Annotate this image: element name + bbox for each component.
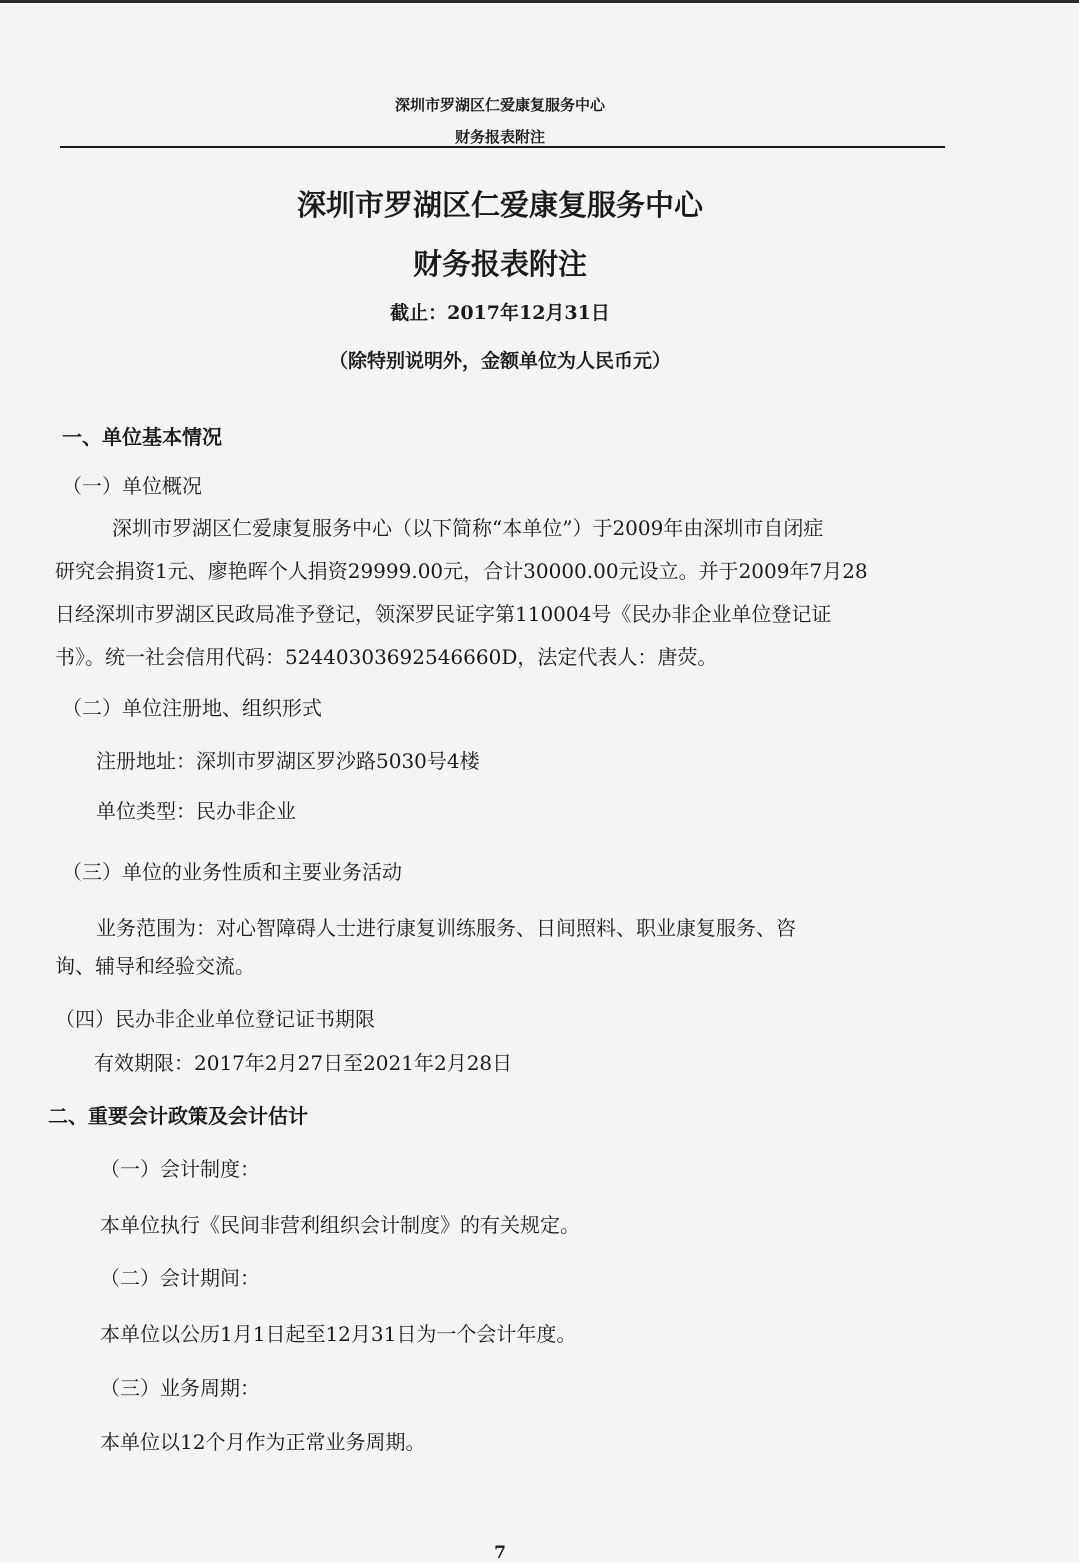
overview-line: 深圳市罗湖区仁爱康复服务中心（以下简称“本单位”）于2009年由深圳市自闭症: [112, 516, 824, 540]
organization-type: 单位类型：民办非企业: [96, 799, 296, 823]
doc-title-org: 深圳市罗湖区仁爱康复服务中心: [296, 188, 703, 222]
section-1-2-heading: （二）单位注册地、组织形式: [62, 696, 322, 720]
overview-line: 日经深圳市罗湖区民政局准予登记，领深罗民证字第110004号《民办非企业单位登记证: [55, 602, 832, 626]
running-header-doc: 财务报表附注: [454, 128, 545, 146]
section-1-3-heading: （三）单位的业务性质和主要业务活动: [62, 860, 402, 884]
overview-line: 书》。统一社会信用代码：52440303692546660D，法定代表人：唐荧。: [55, 645, 718, 669]
business-scope-line: 询、辅导和经验交流。: [55, 954, 255, 978]
section-1-4-heading: （四）民办非企业单位登记证书期限: [55, 1007, 375, 1031]
running-header-org: 深圳市罗湖区仁爱康复服务中心: [394, 96, 605, 114]
registered-address: 注册地址：深圳市罗湖区罗沙路5030号4楼: [96, 749, 480, 773]
accounting-system-text: 本单位执行《民间非营利组织会计制度》的有关规定。: [100, 1213, 580, 1237]
scan-edge: [0, 0, 1079, 3]
overview-line: 研究会捐资1元、廖艳晖个人捐资29999.00元，合计30000.00元设立。并于2009年7月28: [55, 559, 868, 583]
section-1-1-heading: （一）单位概况: [62, 474, 202, 498]
section-2-1-heading: （一）会计制度：: [100, 1157, 260, 1181]
cutoff-date: 截止：2017年12月31日: [390, 302, 610, 324]
business-cycle-text: 本单位以12个月作为正常业务周期。: [100, 1430, 426, 1454]
section-2-2-heading: （二）会计期间：: [100, 1266, 260, 1290]
section-2-heading: 二、重要会计政策及会计估计: [48, 1104, 308, 1128]
page-number: 7: [494, 1543, 506, 1563]
section-2-3-heading: （三）业务周期：: [100, 1376, 260, 1400]
section-1-heading: 一、单位基本情况: [62, 425, 222, 449]
doc-title: 财务报表附注: [412, 247, 587, 281]
validity-period: 有效期限：2017年2月27日至2021年2月28日: [94, 1051, 513, 1075]
unit-note: （除特别说明外，金额单位为人民币元）: [328, 350, 671, 372]
business-scope-line: 业务范围为：对心智障碍人士进行康复训练服务、日间照料、职业康复服务、咨: [96, 916, 796, 940]
accounting-period-text: 本单位以公历1月1日起至12月31日为一个会计年度。: [100, 1322, 577, 1346]
header-rule: [60, 146, 945, 148]
